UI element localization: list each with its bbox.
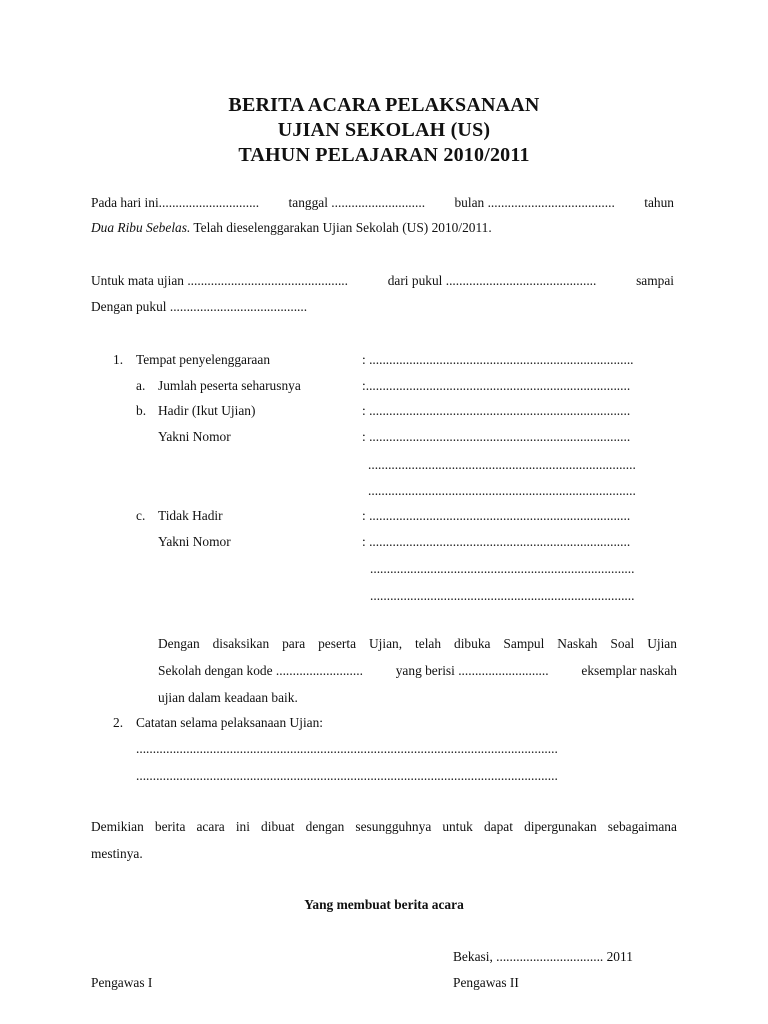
intro-line-2 — [91, 220, 492, 236]
intro-year-text: Dua Ribu Sebelas. — [91, 220, 191, 235]
exam-end-time-field: Dengan pukul ......................................... — [91, 299, 308, 314]
item-c-yakni-value: : .............................................................................. — [362, 534, 631, 549]
item-2-label: Catatan selama pelaksanaan Ujian: — [136, 715, 324, 730]
closing-line-1-word: dapat — [483, 819, 513, 834]
closing-line-1-word: dipergunakan — [524, 819, 597, 834]
witness-line-1-word: peserta — [318, 636, 357, 651]
witness-line-1-word: para — [282, 636, 306, 651]
closing-line-1-word: ini — [235, 819, 250, 834]
item-b-value: : .............................................................................. — [362, 403, 631, 418]
closing-line-1-word: dibuat — [261, 819, 295, 834]
item-a-marker: a. — [136, 378, 146, 393]
intro-line-1 — [91, 195, 674, 211]
signature-right-role: Pengawas II — [453, 975, 519, 990]
witness-line-1-word: Sampul — [503, 636, 545, 651]
witness-line-1-word: Dengan — [158, 636, 200, 651]
item-1-value: : ............................................................................... — [362, 352, 634, 367]
item-c-marker: c. — [136, 508, 146, 523]
exam-line-1 — [91, 273, 674, 289]
witness-line-1-word: disaksikan — [212, 636, 270, 651]
intro-month-field: bulan ...................................... — [454, 195, 615, 210]
intro-day-field: Pada hari ini.............................. — [91, 195, 260, 210]
item-c-value: : .............................................................................. — [362, 508, 631, 523]
closing-line-1-word: sebagaimana — [607, 819, 677, 834]
item-c-continuation-1: ............................................................................... — [370, 561, 635, 576]
witness-line-2 — [158, 663, 677, 679]
item-b-continuation-1: ................................................................................ — [368, 457, 636, 472]
witness-copies-label: eksemplar naskah — [581, 663, 677, 678]
witness-line-1-word: Ujian, — [368, 636, 403, 651]
item-1-number: 1. — [113, 352, 124, 367]
witness-line-1-word: Naskah — [557, 636, 598, 651]
item-b-continuation-2: ................................................................................ — [368, 483, 636, 498]
title-line-3: TAHUN PELAJARAN 2010/2011 — [238, 144, 530, 166]
signature-left-role: Pengawas I — [91, 975, 153, 990]
closing-line-1-word: dengan — [305, 819, 345, 834]
item-b-marker: b. — [136, 403, 147, 418]
witness-line-1 — [158, 636, 677, 652]
witness-line-1-word: telah — [415, 636, 442, 651]
exam-until-label: sampai — [636, 273, 674, 288]
witness-line-3: ujian dalam keadaan baik. — [158, 690, 298, 705]
item-2-number: 2. — [113, 715, 124, 730]
item-b-yakni-value: : .............................................................................. — [362, 429, 631, 444]
item-1-label: Tempat penyelenggaraan — [136, 352, 271, 367]
closing-line-1-word: untuk — [442, 819, 473, 834]
intro-date-field: tanggal ............................ — [288, 195, 426, 210]
item-a-label: Jumlah peserta seharusnya — [158, 378, 301, 393]
witness-line-1-word: Ujian — [647, 636, 677, 651]
intro-year-label: tahun — [644, 195, 674, 210]
notes-line-2: .............................................................................................................................. — [136, 768, 558, 783]
closing-line-2: mestinya. — [91, 846, 143, 861]
item-c-label: Tidak Hadir — [158, 508, 223, 523]
witness-line-1-word: dibuka — [454, 636, 491, 651]
exam-subject-field: Untuk mata ujian ................................................ — [91, 273, 349, 288]
intro-statement: Telah dieselenggarakan Ujian Sekolah (US) 2010/2011. — [190, 220, 492, 235]
title-line-1: BERITA ACARA PELAKSANAAN — [228, 94, 540, 116]
closing-line-1 — [91, 819, 677, 835]
witness-code-field: Sekolah dengan kode .......................... — [158, 663, 363, 678]
witness-line-1-word: Soal — [610, 636, 635, 651]
item-a-value: :............................................................................... — [362, 378, 631, 393]
item-b-label: Hadir (Ikut Ujian) — [158, 403, 256, 418]
closing-line-1-word: sesungguhnya — [355, 819, 432, 834]
closing-line-1-word: berita — [154, 819, 186, 834]
witness-content-field: yang berisi ........................... — [395, 663, 549, 678]
closing-line-1-word: acara — [196, 819, 225, 834]
signature-place-date: Bekasi, ................................ 2011 — [453, 949, 633, 964]
item-c-yakni-label: Yakni Nomor — [158, 534, 231, 549]
item-b-yakni-label: Yakni Nomor — [158, 429, 231, 444]
signature-heading: Yang membuat berita acara — [304, 897, 464, 912]
title-line-2: UJIAN SEKOLAH (US) — [277, 119, 491, 141]
notes-line-1: .............................................................................................................................. — [136, 741, 558, 756]
item-c-continuation-2: ............................................................................... — [370, 588, 635, 603]
exam-start-time-field: dari pukul ............................................. — [387, 273, 597, 288]
closing-line-1-word: Demikian — [91, 819, 144, 834]
